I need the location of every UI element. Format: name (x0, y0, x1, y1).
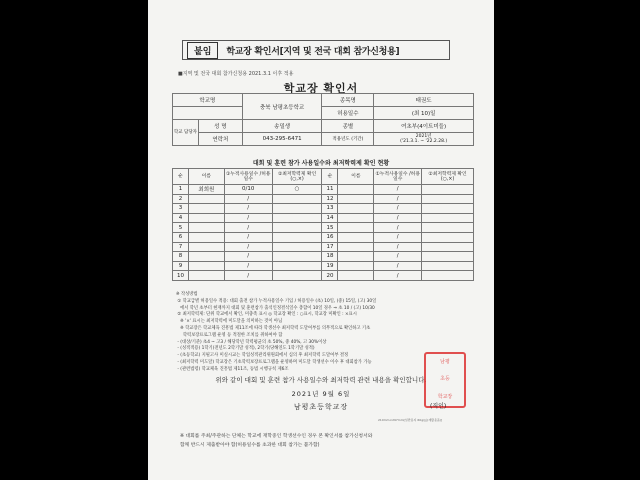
name-label: 성 명 (198, 120, 242, 133)
event-value: 태권도 (374, 94, 474, 107)
table-cell: / (224, 271, 272, 281)
seal-text: 남평 (440, 358, 450, 365)
section-title: 대회 및 훈련 참가 사용일수와 최저학력제 확인 현황 (252, 160, 390, 167)
table-cell (272, 232, 322, 242)
header-title: 학교장 확인서[지역 및 전국 대회 참가신청용] (226, 46, 400, 57)
table-cell (338, 252, 374, 262)
table-cell (338, 271, 374, 281)
table-cell: 8 (173, 252, 189, 262)
table-cell: 7 (173, 242, 189, 252)
col-header: ②최저학력제 확인(○,×) (272, 169, 322, 185)
table-cell (422, 204, 474, 214)
table-cell (188, 261, 224, 271)
table-row (173, 185, 474, 195)
attachment-tag: 붙임 (187, 42, 218, 59)
table-cell: 14 (322, 213, 338, 223)
table-cell (188, 242, 224, 252)
table-row (173, 194, 474, 204)
table-cell (338, 185, 374, 195)
note-line: ※ '×' 표시는 최저학력에 미도달을 의미하는 것이 아님 (176, 319, 283, 325)
document-page (148, 0, 494, 480)
contact-value: 043-295-6471 (242, 133, 322, 146)
table-cell: / (224, 204, 272, 214)
grade-label: 종별 (322, 120, 374, 133)
table-cell (188, 204, 224, 214)
table-cell: / (374, 213, 422, 223)
table-row (173, 204, 474, 214)
table-cell (272, 223, 322, 233)
table-cell: 9 (173, 261, 189, 271)
table-cell (422, 242, 474, 252)
table-cell (188, 213, 224, 223)
table-cell: / (224, 223, 272, 233)
table-cell: 17 (322, 242, 338, 252)
table-cell: 3 (173, 204, 189, 214)
table-cell (188, 271, 224, 281)
table-cell: / (374, 232, 422, 242)
note-line: - (최저학력 미도달) 학교장은 기초학력보장프로그램을 운영하며 미도달 학생선수 이수 후 대회참가 가능 (176, 359, 372, 365)
table-cell (272, 252, 322, 262)
table-cell (422, 232, 474, 242)
school-label: 학교명 (173, 94, 243, 107)
table-row (173, 232, 474, 242)
document-header (182, 40, 450, 60)
table-cell: / (224, 232, 272, 242)
name-value: 송밀생 (242, 120, 322, 133)
table-cell: 19 (322, 261, 338, 271)
table-cell: 10 (173, 271, 189, 281)
table-cell (272, 194, 322, 204)
table-cell: / (224, 261, 272, 271)
table-cell: / (374, 261, 422, 271)
note-line: - (대상/기준) 초4 ~ 고3 / 해당학년 학력평균의 초 50%, 중 40%, 고 30%이상 (176, 339, 327, 345)
table-cell (272, 242, 322, 252)
table-cell: 0/10 (224, 185, 272, 195)
note-line: ① 학교급별 허용일수 적용: 대회 출전 참가 누적사용일수 기입 / 허용일수 (초) 10일, (중) 15일, (고) 30일 (176, 298, 377, 304)
table-cell: / (224, 252, 272, 262)
table-cell (422, 223, 474, 233)
table-cell (338, 242, 374, 252)
table-cell: 12 (322, 194, 338, 204)
school-value: 충북 남평초등학교 (242, 94, 322, 120)
table-row (173, 223, 474, 233)
table-cell: / (374, 242, 422, 252)
table-cell (422, 252, 474, 262)
participation-table (172, 168, 474, 281)
grade-value: 여초부(4이트미들) (374, 120, 474, 133)
seal-text: 초등 (440, 376, 450, 383)
table-cell (272, 204, 322, 214)
col-header: ①누적사용일수 /허용일수 (374, 169, 422, 185)
table-cell (188, 252, 224, 262)
contact-label: 연락처 (198, 133, 242, 146)
table-cell: / (224, 213, 272, 223)
event-label: 종목명 (322, 94, 374, 107)
table-cell: 18 (322, 252, 338, 262)
table-cell: / (224, 242, 272, 252)
confirmation-statement: 위와 같이 대회 및 훈련 참가 사용일수와 최저학력 관련 내용을 확인합니다. (215, 376, 427, 384)
application-note: ■지역 및 전국 대회 참가신청용 2021.3.1 이후 적용 (178, 71, 294, 77)
table-cell: 15 (322, 223, 338, 233)
table-cell: / (374, 194, 422, 204)
table-cell (338, 194, 374, 204)
table-cell: 2 (173, 194, 189, 204)
col-header: 이름 (188, 169, 224, 185)
table-cell: ○ (272, 185, 322, 195)
footer-line: 함께 반드시 제출받아야 함(허용일수를 초과한 대회 참가는 불가함) (180, 443, 320, 448)
table-cell: 1 (173, 185, 189, 195)
school-info-table (172, 93, 474, 146)
table-cell: 16 (322, 232, 338, 242)
col-header: 이름 (338, 169, 374, 185)
note-line: ※ 학교장은 학교체육 진흥법 제11조에 따라 학생선수 최저학력 도달여부를 의무적으로 확인하고 기초 (176, 325, 371, 331)
seal-text: 학교장 (437, 393, 453, 400)
note-line: 학력보장프로그램 운영 등 적절한 조치를 취하여야 함 (176, 332, 283, 338)
table-cell (422, 261, 474, 271)
col-header: 순 (322, 169, 338, 185)
table-cell (188, 232, 224, 242)
table-cell (338, 223, 374, 233)
table-cell (272, 261, 322, 271)
table-row (173, 213, 474, 223)
table-cell: / (374, 204, 422, 214)
col-header: ①누적사용일수 /허용일수 (224, 169, 272, 185)
table-row (173, 271, 474, 281)
note-line: - (관련법령) 학교체육 진흥법 제11조, 동법 시행규칙 제6조 (176, 366, 289, 372)
table-cell: / (374, 185, 422, 195)
table-cell: / (224, 194, 272, 204)
year-label: 적용년도 (기간) (322, 133, 374, 146)
official-seal-stamp (424, 352, 466, 408)
table-cell: / (374, 271, 422, 281)
note-line: - (초등학교) 지필고사 미실시교는 학업성적관리위원회에서 심의 후 최저학력 도달여부 결정 (176, 353, 349, 359)
table-cell (422, 271, 474, 281)
table-cell: 11 (322, 185, 338, 195)
year-value: 2021년 (415, 134, 432, 139)
seal-label: (직인) (430, 403, 447, 410)
footer-line: ※ 대회를 주최/주관하는 단체는 학교에 재학중인 학생선수인 경우 본 확인서를 참가신청서와 (180, 434, 373, 439)
table-cell (188, 194, 224, 204)
table-cell (422, 194, 474, 204)
note-line: ② 최저학력제: 단위 학교에서 확인, 미충족 표시 ◎ 학교장 확인 : ○표시, 학교장 미확인 : ×표시 (176, 312, 357, 318)
table-cell: / (374, 223, 422, 233)
staff-section-label: 학교 담당자 (173, 120, 199, 146)
note-line: 에서 학년 초부터 현재까지 대회 및 훈련참가 출석인정결석일수 총합이 10일 경우 ⇒ 초 10 / (고) 10/30 (176, 305, 375, 311)
note-line: ※ 작성방법 (176, 292, 198, 297)
table-cell (422, 213, 474, 223)
table-cell (338, 204, 374, 214)
principal-signature: 남평초등학교장 (293, 403, 349, 411)
table-cell (338, 232, 374, 242)
document-title: 학교장 확인서 (283, 82, 359, 95)
col-header: ②최저학력제 확인(○,×) (422, 169, 474, 185)
table-header-row (173, 169, 474, 185)
table-cell: / (374, 252, 422, 262)
table-cell (272, 213, 322, 223)
days-value: (최 10)일 (374, 107, 474, 120)
table-cell: 4 (173, 213, 189, 223)
col-header: 순 (173, 169, 189, 185)
table-cell (272, 271, 322, 281)
period-value: ('21.3.1. ~ '22.2.28.) (400, 139, 448, 144)
table-row (173, 252, 474, 262)
table-cell: 최희원 (188, 185, 224, 195)
table-row (173, 242, 474, 252)
paper-spec-note: 210mm×297mm[일반용지 60g/㎡(재활용품)] (378, 418, 443, 422)
table-cell: 6 (173, 232, 189, 242)
table-cell: 5 (173, 223, 189, 233)
note-line: - (성적적용) 1학기(전년도 2학기말 성적), 2학기(당해연도 1학기말 성적) (176, 346, 315, 352)
table-cell (338, 261, 374, 271)
footer-note (180, 432, 470, 450)
table-cell: 13 (322, 204, 338, 214)
days-label: 허용일수 (322, 107, 374, 120)
year-cell (374, 133, 474, 146)
issue-date: 2021년 9월 6일 (291, 390, 351, 398)
table-cell (422, 185, 474, 195)
table-cell: 20 (322, 271, 338, 281)
table-cell (338, 213, 374, 223)
table-row (173, 261, 474, 271)
table-cell (188, 223, 224, 233)
